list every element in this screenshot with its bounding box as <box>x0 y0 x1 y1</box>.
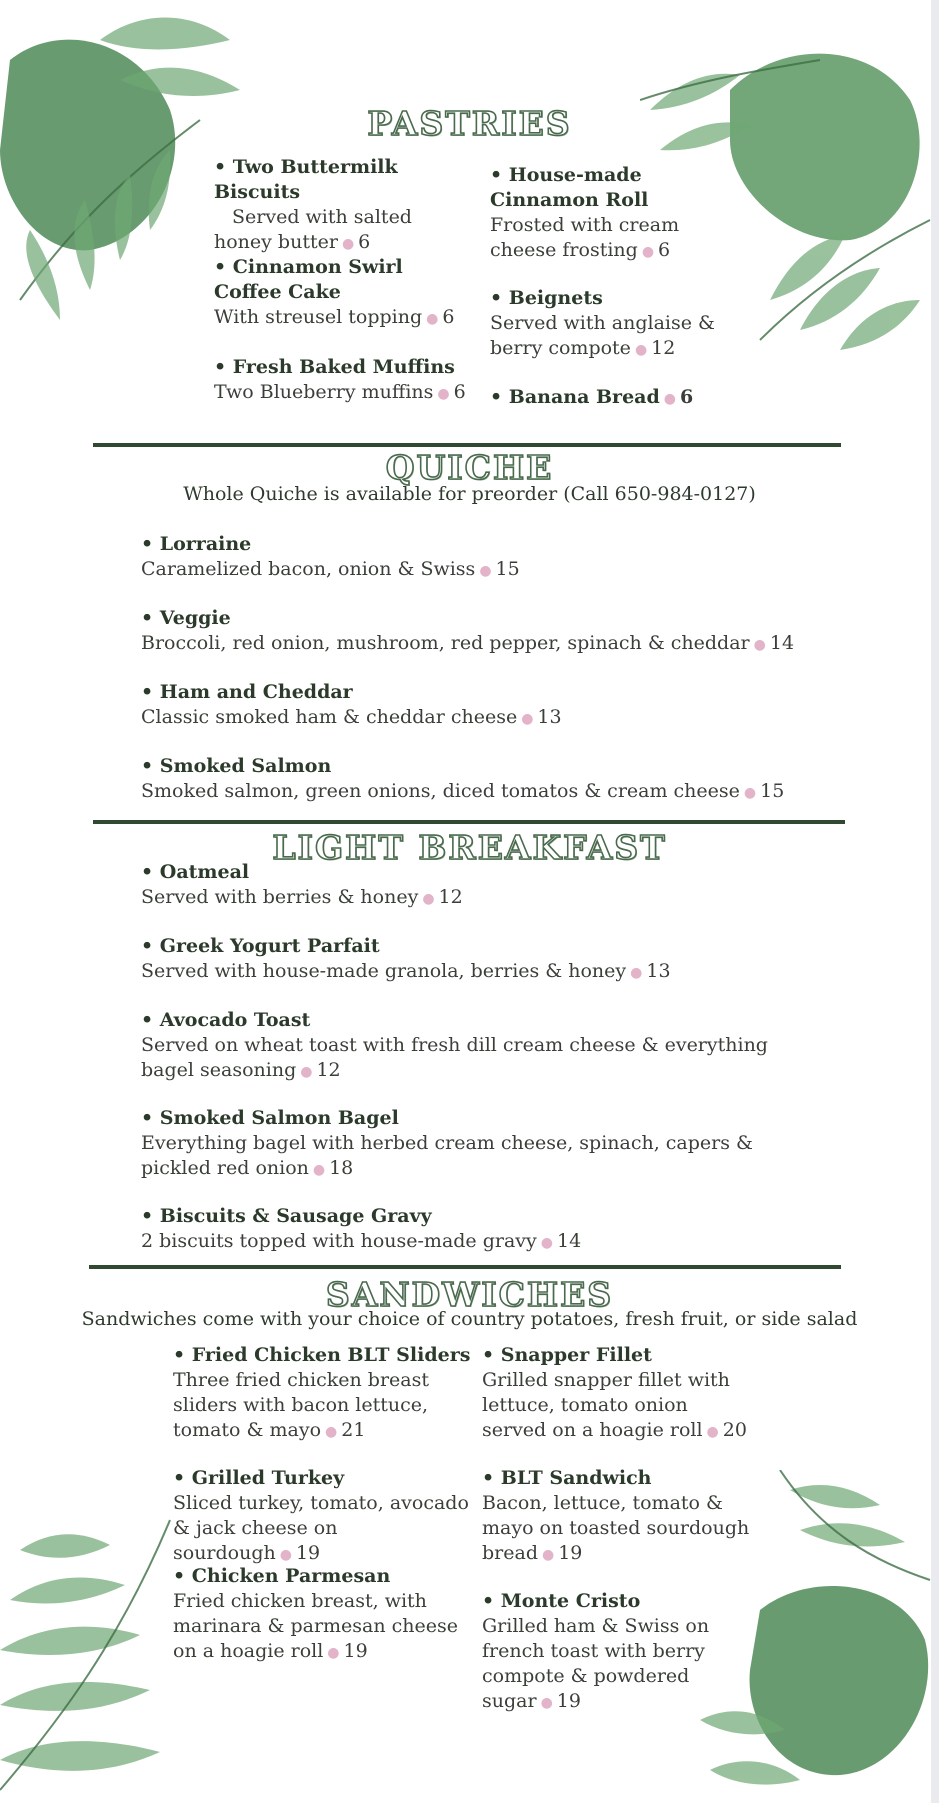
item-desc: Bacon, lettuce, tomato & mayo on toasted sourdough bread <box>482 1492 750 1564</box>
item-name: • Monte Cristo <box>482 1589 747 1614</box>
quiche-subtitle: Whole Quiche is available for preorder (Call 650-984-0127) <box>183 483 756 505</box>
item-price: 15 <box>760 780 785 802</box>
dot-icon: ● <box>479 563 492 579</box>
pastry-item-beignets <box>490 286 760 363</box>
quiche-item-smoked-salmon <box>141 754 861 806</box>
sandwiches-title: SANDWICHES <box>325 1275 614 1314</box>
breakfast-item-oatmeal <box>141 860 841 912</box>
item-name: • Beignets <box>490 286 760 311</box>
dot-icon: ● <box>634 342 648 358</box>
item-name: • Fresh Baked Muffins <box>214 355 472 380</box>
item-name: • Smoked Salmon Bagel <box>141 1106 781 1131</box>
item-desc: With streusel topping <box>214 306 423 328</box>
sandwich-item-snapper-fillet <box>482 1343 752 1445</box>
pastry-item-banana-bread <box>490 385 760 412</box>
dot-icon: ● <box>437 386 450 402</box>
item-desc: Broccoli, red onion, mushroom, red pepper, spinach & cheddar <box>141 632 750 654</box>
item-name: • Lorraine <box>141 532 841 557</box>
quiche-item-lorraine <box>141 532 841 584</box>
item-desc: Everything bagel with herbed cream cheese, spinach, capers & pickled red onion <box>141 1132 753 1179</box>
item-desc: Caramelized bacon, onion & Swiss <box>141 558 476 580</box>
section-divider <box>93 443 841 447</box>
dot-icon: ● <box>426 311 439 327</box>
dot-icon: ● <box>630 965 643 981</box>
item-price: 12 <box>438 886 463 908</box>
item-price: 12 <box>651 337 676 359</box>
item-desc: Grilled snapper fillet with lettuce, tomato onion served on a hoagie roll <box>482 1369 730 1441</box>
item-price: 20 <box>722 1419 747 1441</box>
dot-icon: ● <box>706 1424 719 1440</box>
dot-icon: ● <box>540 1235 553 1251</box>
item-price: 14 <box>769 632 795 654</box>
dot-icon: ● <box>641 244 655 260</box>
dot-icon: ● <box>300 1064 313 1080</box>
page-edge <box>931 0 939 1803</box>
section-divider <box>89 1265 841 1269</box>
sandwich-item-blt <box>482 1466 772 1568</box>
item-name: • Two Buttermilk Biscuits <box>214 155 472 205</box>
item-name: • Biscuits & Sausage Gravy <box>141 1204 841 1229</box>
item-price: 15 <box>495 558 520 580</box>
item-name: • House-made Cinnamon Roll <box>490 163 750 213</box>
item-price: 19 <box>343 1640 368 1662</box>
dot-icon: ● <box>663 391 676 407</box>
item-name: • Cinnamon Swirl Coffee Cake <box>214 255 472 305</box>
item-price: 12 <box>316 1059 341 1081</box>
pastry-item-biscuits <box>214 155 472 257</box>
item-price: 18 <box>329 1157 354 1179</box>
item-desc: Served on wheat toast with fresh dill cream cheese & everything bagel seasoning <box>141 1034 768 1081</box>
item-desc: Fried chicken breast, with marinara & parmesan cheese on a hoagie roll <box>173 1590 459 1662</box>
dot-icon: ● <box>521 711 534 727</box>
dot-icon: ● <box>312 1162 326 1178</box>
dot-icon: ● <box>541 1547 555 1563</box>
item-price: 6 <box>442 306 455 328</box>
item-price: 13 <box>537 706 562 728</box>
item-name: • Veggie <box>141 606 861 631</box>
item-price: 6 <box>453 381 466 403</box>
item-name: • Chicken Parmesan <box>173 1564 478 1589</box>
pastries-title: PASTRIES <box>367 104 572 143</box>
item-desc: Classic smoked ham & cheddar cheese <box>141 706 518 728</box>
breakfast-item-biscuits-gravy <box>141 1204 841 1256</box>
quiche-item-ham-cheddar <box>141 680 841 732</box>
item-price: 19 <box>295 1542 321 1564</box>
item-name: • Ham and Cheddar <box>141 680 841 705</box>
item-price: 19 <box>556 1690 581 1712</box>
item-price: 6 <box>679 386 694 408</box>
pastry-item-cinnamon-roll <box>490 163 750 265</box>
monstera-leaf-top-left-icon <box>0 0 250 380</box>
pastry-item-coffee-cake <box>214 255 472 332</box>
light-breakfast-title: LIGHT BREAKFAST <box>272 828 667 867</box>
item-desc: Two Blueberry muffins <box>214 381 434 403</box>
item-desc: Served with house-made granola, berries & honey <box>141 960 627 982</box>
item-price: 19 <box>558 1542 583 1564</box>
item-desc: Served with anglaise & berry compote <box>490 312 715 359</box>
dot-icon: ● <box>325 1424 338 1440</box>
item-name: • Smoked Salmon <box>141 754 861 779</box>
item-price: 6 <box>358 231 371 253</box>
item-name: • Avocado Toast <box>141 1008 781 1033</box>
quiche-title: QUICHE <box>385 448 554 487</box>
item-desc: Three fried chicken breast sliders with bacon lettuce, tomato & mayo <box>173 1369 429 1441</box>
item-desc: 2 biscuits topped with house-made gravy <box>141 1230 537 1252</box>
item-name: • Greek Yogurt Parfait <box>141 934 841 959</box>
section-divider <box>93 820 845 824</box>
item-name: • Oatmeal <box>141 860 841 885</box>
item-desc: Served with salted honey butter <box>214 206 412 253</box>
item-desc: Sliced turkey, tomato, avocado & jack cheese on sourdough <box>173 1492 469 1564</box>
item-desc: Served with berries & honey <box>141 886 419 908</box>
dot-icon: ● <box>540 1695 553 1711</box>
item-name: • Banana Bread <box>490 386 660 408</box>
sandwiches-subtitle: Sandwiches come with your choice of country potatoes, fresh fruit, or side salad <box>81 1308 858 1330</box>
pastry-item-muffins <box>214 355 472 407</box>
item-price: 21 <box>341 1419 366 1441</box>
item-name: • BLT Sandwich <box>482 1466 772 1491</box>
dot-icon: ● <box>753 637 766 653</box>
item-price: 13 <box>646 960 671 982</box>
item-name: • Snapper Fillet <box>482 1343 752 1368</box>
sandwich-item-chicken-parmesan <box>173 1564 478 1666</box>
palm-leaf-bottom-left-icon <box>0 1490 200 1803</box>
breakfast-item-salmon-bagel <box>141 1106 781 1183</box>
dot-icon: ● <box>743 785 757 801</box>
breakfast-item-yogurt-parfait <box>141 934 841 986</box>
sandwich-item-grilled-turkey <box>173 1466 473 1568</box>
item-name: • Grilled Turkey <box>173 1466 473 1491</box>
dot-icon: ● <box>327 1645 340 1661</box>
item-price: 6 <box>658 239 671 261</box>
dot-icon: ● <box>422 891 435 907</box>
breakfast-item-avocado-toast <box>141 1008 781 1085</box>
dot-icon: ● <box>279 1547 292 1563</box>
sandwich-item-chicken-sliders <box>173 1343 473 1445</box>
dot-icon: ● <box>341 236 355 252</box>
item-desc: Frosted with cream cheese frosting <box>490 214 680 261</box>
item-name: • Fried Chicken BLT Sliders <box>173 1343 473 1368</box>
sandwich-item-monte-cristo <box>482 1589 747 1716</box>
quiche-item-veggie <box>141 606 861 658</box>
item-price: 14 <box>556 1230 582 1252</box>
item-desc: Grilled ham & Swiss on french toast with berry compote & powdered sugar <box>482 1615 710 1712</box>
item-desc: Smoked salmon, green onions, diced tomatos & cream cheese <box>141 780 740 802</box>
